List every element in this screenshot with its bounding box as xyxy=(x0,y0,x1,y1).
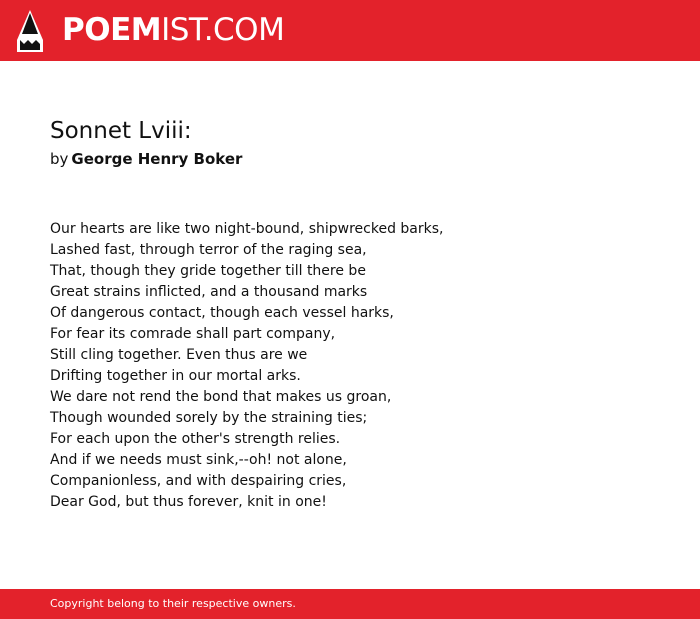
poem-line: For each upon the other's strength relies. xyxy=(50,431,341,447)
poem-line: That, though they gride together till there be xyxy=(50,263,366,279)
poem-line: We dare not rend the bond that makes us groan, xyxy=(50,389,392,405)
logo-text-bold: POEM xyxy=(62,12,162,48)
copyright-text: Copyright belong to their respective owners. xyxy=(50,597,296,610)
poem-line: Great strains inflicted, and a thousand marks xyxy=(50,284,368,300)
poem-title: Sonnet Lviii: xyxy=(50,118,192,144)
site-header xyxy=(0,0,700,61)
poem-line: Still cling together. Even thus are we xyxy=(50,347,308,363)
poem-line: Our hearts are like two night-bound, shipwrecked barks, xyxy=(50,221,444,237)
by-label: by xyxy=(50,150,69,168)
poem-line: Though wounded sorely by the straining ties; xyxy=(50,410,368,426)
poem-line: Companionless, and with despairing cries, xyxy=(50,473,347,489)
poem-line: Drifting together in our mortal arks. xyxy=(50,368,301,384)
site-footer xyxy=(0,589,700,619)
poem-body xyxy=(50,219,670,513)
poem-line: For fear its comrade shall part company, xyxy=(50,326,336,342)
pencil-tip-icon xyxy=(17,10,43,52)
site-logo[interactable] xyxy=(62,9,284,51)
poem-line: Dear God, but thus forever, knit in one! xyxy=(50,494,327,510)
poem-line: Lashed fast, through terror of the raging sea, xyxy=(50,242,367,258)
poem-author: George Henry Boker xyxy=(71,150,243,168)
logo-text-light: IST.COM xyxy=(161,12,285,48)
poem-line: Of dangerous contact, though each vessel harks, xyxy=(50,305,394,321)
poem-byline xyxy=(50,149,242,169)
poem-line: And if we needs must sink,--oh! not alone, xyxy=(50,452,347,468)
